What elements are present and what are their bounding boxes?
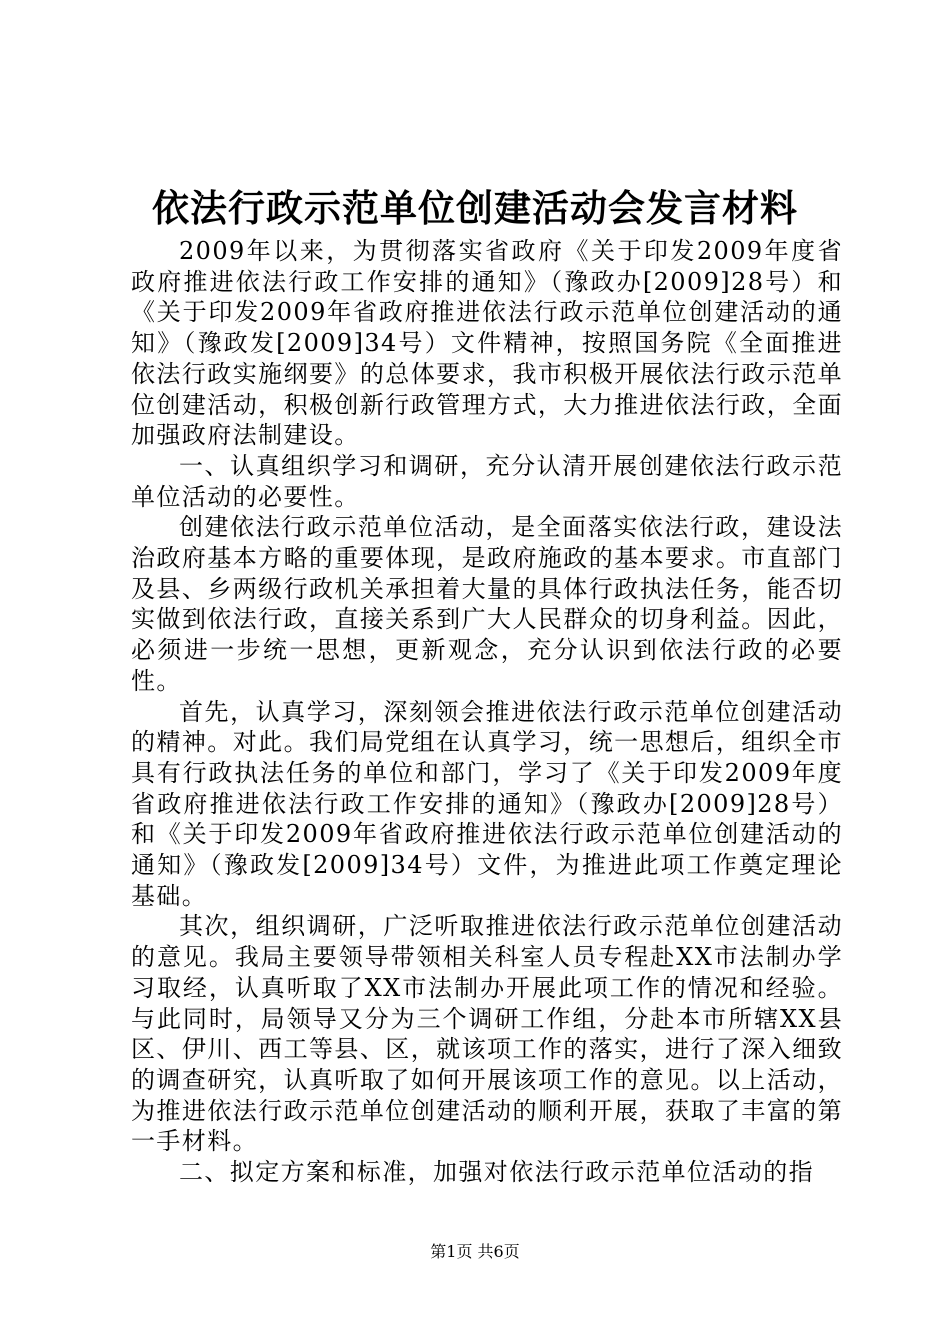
section-heading-2: 二、拟定方案和标准，加强对依法行政示范单位活动的指 <box>179 1158 814 1187</box>
paragraph-intro: 2009年以来，为贯彻落实省政府《关于印发2009年度省政府推进依法行政工作安排的通知》（豫政办[2009]28号）和《关于印发2009年省政府推进依法行政示范单位创建活动的通知》（豫政发[2009]34号）文件精神，按照国务院《全面推进依法行政实施纲要》的总体要求，我市积极开展依法行政示范单位创建活动，积极创新行政管理方式，大力推进依法行政，全面加强政府法制建设。 <box>131 237 843 450</box>
document-body <box>131 236 843 1188</box>
document-title: 依法行政示范单位创建活动会发言材料 <box>152 186 798 230</box>
paragraph-research: 其次，组织调研，广泛听取推进依法行政示范单位创建活动的意见。我局主要领导带领相关科室人员专程赴XX市法制办学习取经，认真听取了XX市法制办开展此项工作的情况和经验。与此同时，局领导又分为三个调研工作组，分赴本市所辖XX县区、伊川、西工等县、区，就该项工作的落实，进行了深入细致的调查研究，认真听取了如何开展该项工作的意见。以上活动，为推进依法行政示范单位创建活动的顺利开展，获取了丰富的第一手材料。 <box>131 912 843 1156</box>
section-heading-1: 一、认真组织学习和调研，充分认清开展创建依法行政示范单位活动的必要性。 <box>131 451 843 511</box>
page-number-footer: 第1页 共6页 <box>430 1242 520 1261</box>
paragraph-necessity: 创建依法行政示范单位活动，是全面落实依法行政，建设法治政府基本方略的重要体现，是政府施政的基本要求。市直部门及县、乡两级行政机关承担着大量的具体行政执法任务，能否切实做到依法行政，直接关系到广大人民群众的切身利益。因此，必须进一步统一思想，更新观念，充分认识到依法行政的必要性。 <box>131 513 843 695</box>
paragraph-study: 首先，认真学习，深刻领会推进依法行政示范单位创建活动的精神。对此。我们局党组在认真学习，统一思想后，组织全市具有行政执法任务的单位和部门，学习了《关于印发2009年度省政府推进依法行政工作安排的通知》（豫政办[2009]28号）和《关于印发2009年省政府推进依法行政示范单位创建活动的通知》（豫政发[2009]34号）文件，为推进此项工作奠定理论基础。 <box>131 697 843 910</box>
